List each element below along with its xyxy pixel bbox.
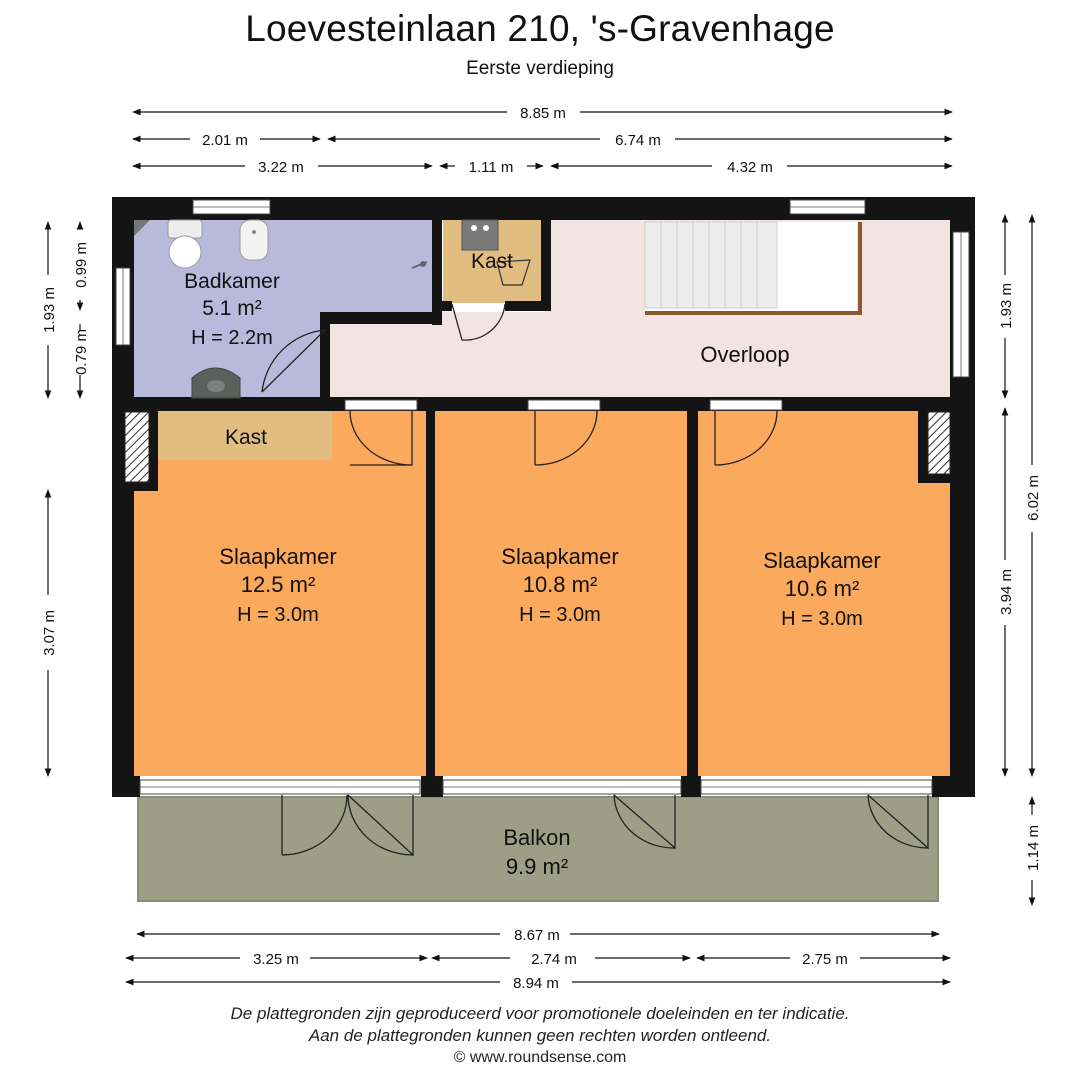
dim-left-a: 1.93 m (41, 287, 58, 333)
staircase (645, 222, 860, 315)
dim-right-b: 6.02 m (1025, 475, 1042, 521)
dim-left-b: 0.99 m (73, 242, 90, 288)
dim-top-e: 4.32 m (727, 159, 773, 176)
landing-name: Overloop (700, 342, 790, 367)
bedroom-2-area-label: 10.8 m² (522, 572, 598, 597)
large-closet-name: Kast (224, 426, 268, 449)
balcony-area-label: 9.9 m² (505, 854, 569, 879)
copyright-link[interactable]: © www.roundsense.com (453, 1049, 627, 1066)
bathroom-height-label: H = 2.2m (191, 327, 273, 349)
shaft-right (928, 412, 950, 474)
bedroom-2-name: Slaapkamer (501, 544, 619, 569)
disclaimer-line-2: Aan de plattegronden kunnen geen rechten worden ontleend. (308, 1026, 772, 1045)
floor-subtitle: Eerste verdieping (466, 58, 614, 79)
balcony-name: Balkon (503, 825, 571, 850)
bidet-icon (240, 220, 268, 260)
bathroom-area-label: 5.1 m² (202, 297, 262, 320)
dim-left-c: 0.79 m (73, 329, 90, 375)
bedroom-3-area-label: 10.6 m² (784, 576, 860, 601)
dim-top-b: 6.74 m (615, 132, 661, 149)
bedroom-3-height-label: H = 3.0m (781, 608, 863, 630)
bedroom-3-name: Slaapkamer (763, 548, 881, 573)
dim-right-c: 3.94 m (998, 569, 1015, 615)
disclaimer-line-1: De plattegronden zijn geproduceerd voor promotionele doeleinden en ter indicatie. (230, 1004, 850, 1023)
dim-bottom-total: 8.94 m (513, 975, 559, 992)
bedroom-1-height-label: H = 3.0m (237, 604, 319, 626)
bedroom-1-name: Slaapkamer (219, 544, 337, 569)
toilet-icon (168, 220, 202, 268)
dim-top-total: 8.85 m (520, 105, 566, 122)
shaft-left (125, 412, 149, 482)
plan-title: Loevesteinlaan 210, 's-Gravenhage (245, 8, 835, 49)
dim-right-a: 1.93 m (998, 283, 1015, 329)
dim-right-d: 1.14 m (1025, 825, 1042, 871)
dim-top-c: 3.22 m (258, 159, 304, 176)
small-closet-name: Kast (470, 250, 514, 273)
dim-bottom-b: 3.25 m (253, 951, 299, 968)
dim-left-d: 3.07 m (41, 610, 58, 656)
bedroom-2-height-label: H = 3.0m (519, 604, 601, 626)
bathroom-name: Badkamer (184, 270, 280, 293)
bedroom-1-area-label: 12.5 m² (240, 572, 316, 597)
dim-bottom-a: 8.67 m (514, 927, 560, 944)
dim-bottom-c: 2.74 m (531, 951, 577, 968)
dim-top-d: 1.11 m (468, 159, 514, 176)
sink-icon (192, 368, 240, 398)
dim-bottom-d: 2.75 m (802, 951, 848, 968)
dim-top-a: 2.01 m (202, 132, 248, 149)
boiler-icon (462, 220, 498, 250)
